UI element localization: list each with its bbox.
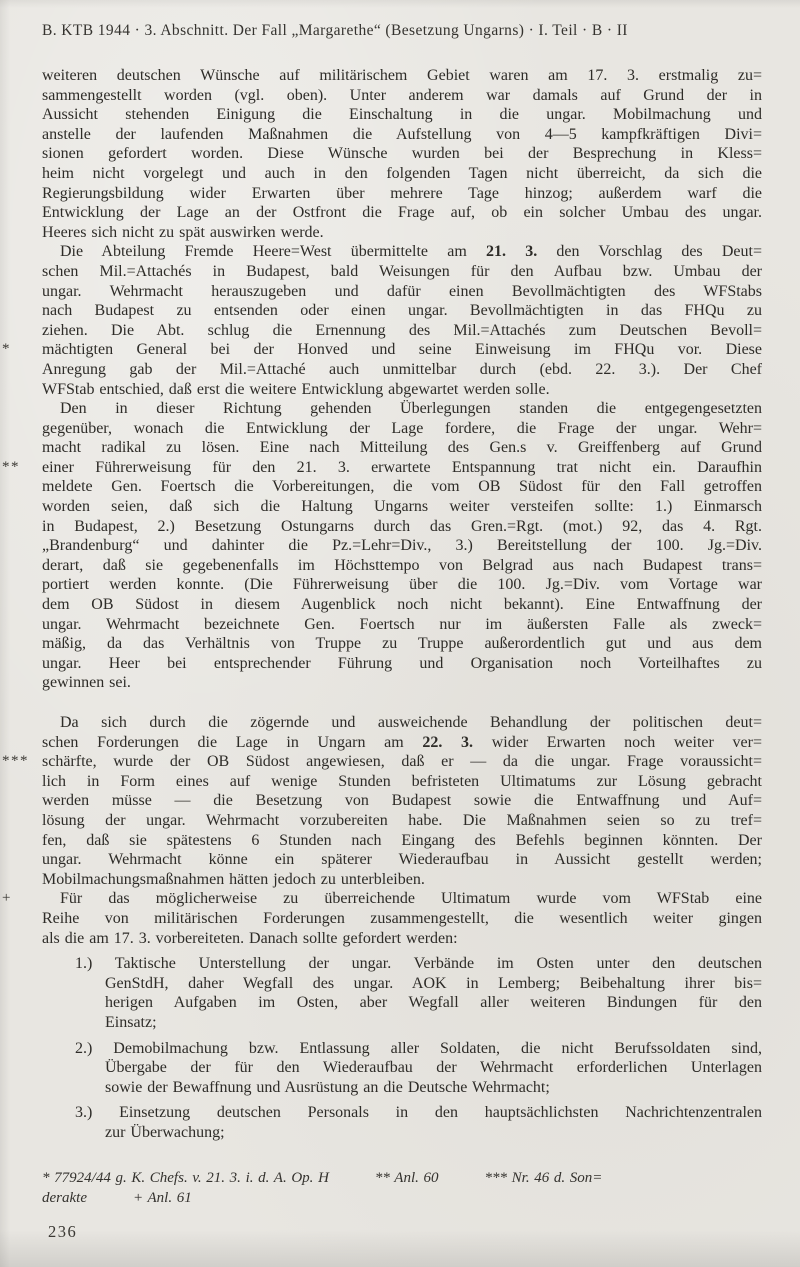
- text-segment: Heeres sich nicht zu spät auswirken werde.: [42, 223, 324, 241]
- text-line: [42, 673, 762, 693]
- text-line: [42, 1103, 762, 1123]
- text-segment: als die am 17. 3. vorbereiteten. Danach sollte gefordert werden:: [42, 929, 458, 947]
- text-segment: GenStdH, daher Wegfall des ungar. AOK in Lemberg; Beibehaltung ihrer bis=: [105, 974, 762, 992]
- text-segment: herigen Aufgaben im Osten, aber Wegfall aller weiteren Bindungen für den: [105, 994, 762, 1012]
- text-segment: ** Anl. 60: [374, 1170, 439, 1187]
- text-segment: fen, daß sie spätestens 6 Stunden nach Eingang des Befehls beginnen könnten. Der: [42, 831, 762, 849]
- text-line: [42, 974, 762, 994]
- text-segment: wider Erwarten noch weiter ver=: [473, 733, 762, 751]
- text-line: [42, 733, 762, 753]
- text-line: [42, 870, 762, 890]
- text-segment: 1.) Taktische Unterstellung der ungar. Verbände im Osten unter den deutschen: [75, 955, 762, 973]
- text-line: [42, 1188, 762, 1208]
- text-segment: einer Führerweisung für den 21. 3. erwartete Entspannung trat nicht ein. Daraufhin: [42, 458, 762, 476]
- paragraph: [42, 66, 762, 242]
- text-line: [42, 1168, 762, 1188]
- text-segment: heim nicht vorgelegt und auch in den folgenden Tagen nicht überreicht, da sich die: [42, 164, 762, 182]
- text-segment: * 77924/44 g. K. Chefs. v. 21. 3. i. d. A. Op. H: [42, 1170, 329, 1187]
- text-line: [2, 889, 762, 909]
- text-segment: schen Forderungen die Lage in Ungarn am: [42, 733, 423, 751]
- margin-mark: *: [2, 341, 11, 358]
- text-segment: schen Mil.=Attachés in Budapest, bald Weisungen für den Aufbau bzw. Umbau der: [42, 262, 762, 280]
- text-segment: meldete Gen. Foertsch die Vorbereitungen, die vom OB Südost für den Fall getroffen: [42, 478, 762, 496]
- text-line: [42, 556, 762, 576]
- text-line: [42, 282, 762, 302]
- text-segment: dem OB Südost in diesem Augenblick noch nicht bekannt). Eine Entwaffnung der: [42, 596, 762, 614]
- text-segment: WFStab entschied, daß erst die weitere Entwicklung abgewartet werden solle.: [42, 380, 550, 398]
- text-segment: sionen gefordert worden. Diese Wünsche wurden bei der Besprechung in Kless=: [42, 145, 762, 163]
- text-segment: Die Abteilung Fremde Heere=West übermittelte am: [60, 243, 486, 261]
- text-line: [42, 144, 762, 164]
- text-line: [42, 301, 762, 321]
- list-item: [42, 1039, 762, 1098]
- text-line: [42, 105, 762, 125]
- text-segment: 3.) Einsetzung deutschen Personals in den hauptsächlichsten Nachrichtenzentralen: [75, 1104, 762, 1122]
- text-segment: werden müsse — die Besetzung von Budapest sowie die Entwaffnung und Auf=: [42, 792, 762, 810]
- text-segment: derart, daß sie gegebenenfalls im Höchsttempo von Belgrad aus nach Budapest trans=: [42, 556, 762, 574]
- text-line: [42, 223, 762, 243]
- margin-mark: **: [2, 458, 20, 475]
- text-segment: Regierungsbildung wider Erwarten über mehrere Tage hinzog; außerdem warf die: [42, 184, 762, 202]
- page-body: [2, 66, 762, 1208]
- text-segment: Einsatz;: [105, 1013, 157, 1031]
- text-segment: + Anl. 61: [132, 1190, 192, 1207]
- text-segment: *** Nr. 46 d. Son=: [484, 1170, 603, 1187]
- text-line: [42, 595, 762, 615]
- text-line: [42, 517, 762, 537]
- text-line: [42, 125, 762, 145]
- text-line: [42, 203, 762, 223]
- text-segment: in Budapest, 2.) Besetzung Ostungarns durch das Gren.=Rgt. (mot.) 92, das 4. Rgt.: [42, 517, 762, 535]
- text-line: [42, 654, 762, 674]
- text-segment: den Vorschlag des Deut=: [537, 243, 762, 261]
- footnote: [42, 1168, 762, 1208]
- text-line: [42, 1039, 762, 1059]
- text-line: [42, 909, 762, 929]
- text-line: [42, 477, 762, 497]
- text-line: [42, 321, 762, 341]
- text-line: [42, 575, 762, 595]
- text-segment: macht radikal zu lösen. Eine nach Mitteilung des Gen.s v. Greiffenberg auf Grund: [42, 439, 762, 457]
- text-segment: Da sich durch die zögernde und ausweichende Behandlung der politischen deut=: [60, 714, 762, 731]
- text-segment: nach Budapest zu entsenden oder einen ungar. Bevollmächtigten in das FHQu zu: [42, 302, 762, 320]
- text-line: [42, 380, 762, 400]
- list-item: [42, 1103, 762, 1142]
- page-header: B. KTB 1944 · 3. Abschnitt. Der Fall „Margarethe“ (Besetzung Ungarns) · I. Teil · B · II: [42, 22, 628, 39]
- text-line: [42, 772, 762, 792]
- text-segment: worden seien, daß sich die Haltung Ungarns weiter versteifen sollte: 1.) Einmarsch: [42, 498, 762, 516]
- text-segment: derakte: [42, 1190, 87, 1207]
- text-line: [42, 86, 762, 106]
- text-line: [42, 993, 762, 1013]
- text-line: [42, 1078, 762, 1098]
- paragraph: [2, 713, 762, 889]
- text-segment: gewinnen sei.: [42, 674, 131, 692]
- text-line: [42, 1123, 762, 1143]
- text-segment: Den in dieser Richtung gehenden Überlegungen standen die entgegengesetzten: [60, 400, 762, 418]
- text-segment: Reihe von militärischen Forderungen zusammengestellt, die wesentlich weiter gingen: [42, 909, 762, 927]
- text-segment: Für das möglicherweise zu überreichende Ultimatum wurde vom WFStab eine: [60, 890, 762, 908]
- text-line: [42, 615, 762, 635]
- text-line: [42, 713, 762, 733]
- text-segment: 21. 3.: [485, 243, 538, 261]
- text-line: [42, 929, 762, 949]
- text-line: [42, 536, 762, 556]
- text-segment: Mobilmachungsmaßnahmen hätten jedoch zu unterbleiben.: [42, 870, 425, 888]
- text-segment: sammengestellt worden (vgl. oben). Unter anderem war damals auf Grund der in: [42, 86, 762, 104]
- text-segment: Anregung gab der Mil.=Attaché auch unmittelbar durch (ebd. 22. 3.). Der Chef: [42, 360, 762, 378]
- text-line: [42, 184, 762, 204]
- text-segment: mäßig, da das Verhältnis von Truppe zu Truppe außerordentlich gut und aus dem: [42, 635, 762, 653]
- text-line: [2, 340, 762, 360]
- text-line: [42, 1013, 762, 1033]
- margin-mark: +: [2, 890, 12, 907]
- text-segment: 22. 3.: [422, 733, 474, 751]
- list-item: [42, 954, 762, 1032]
- text-line: [2, 458, 762, 478]
- text-segment: Entwicklung der Lage an der Ostfront die Frage auf, ob ein solcher Umbau des ungar.: [42, 204, 762, 222]
- text-line: [42, 262, 762, 282]
- text-segment: schärfte, wurde der OB Südost angewiesen, daß er — da die ungar. Frage voraussicht=: [42, 753, 762, 771]
- page-number: 236: [48, 1222, 78, 1241]
- text-segment: 2.) Demobilmachung bzw. Entlassung aller Soldaten, die nicht Berufssoldaten sind,: [75, 1039, 762, 1057]
- text-segment: zur Überwachung;: [105, 1123, 225, 1141]
- text-segment: „Brandenburg“ und dahinter die Pz.=Lehr=Div., 3.) Bereitstellung der 100. Jg.=Div.: [42, 537, 762, 555]
- text-line: [42, 242, 762, 262]
- text-segment: Übergabe der für den Wiederaufbau der Wehrmacht erforderlichen Unterlagen: [105, 1059, 762, 1077]
- text-segment: ungar. Wehrmacht bezeichnete Gen. Foertsch nur im äußersten Falle als zweck=: [42, 615, 762, 633]
- paragraph: [2, 889, 762, 948]
- text-segment: ungar. Wehrmacht könne ein späterer Wiederaufbau in Aussicht gestellt werden;: [42, 851, 762, 869]
- text-line: [42, 360, 762, 380]
- text-segment: portiert werden konnte. (Die Führerweisung über die 100. Jg.=Div. vom Vortage war: [42, 576, 762, 594]
- text-segment: ungar. Wehrmacht herauszugeben und dafür einen Bevollmächtigten des WFStabs: [42, 282, 762, 300]
- text-line: [42, 634, 762, 654]
- text-line: [42, 811, 762, 831]
- text-line: [42, 1058, 762, 1078]
- text-line: [42, 954, 762, 974]
- text-line: [42, 791, 762, 811]
- text-segment: sowie der Bewaffnung und Ausrüstung an die Deutsche Wehrmacht;: [105, 1078, 550, 1096]
- text-line: [42, 164, 762, 184]
- text-segment: weiteren deutschen Wünsche auf militärischem Gebiet waren am 17. 3. erstmalig zu=: [42, 67, 762, 84]
- paragraph: [2, 242, 762, 399]
- text-segment: lich in Form eines auf wenige Stunden befristeten Ultimatums zur Lösung gebracht: [42, 772, 762, 790]
- text-segment: gegenüber, wonach die Entwicklung der Lage fordere, die Frage der ungar. Wehr=: [42, 419, 762, 437]
- paragraph: [2, 399, 762, 693]
- text-segment: lösung der ungar. Wehrmacht vorzubereiten habe. Die Maßnahmen seien so zu tref=: [42, 811, 762, 829]
- text-segment: mächtigten General bei der Honved und seine Einweisung im FHQu vor. Diese: [42, 341, 762, 359]
- text-line: [42, 497, 762, 517]
- text-line: [42, 419, 762, 439]
- text-line: [42, 66, 762, 86]
- text-line: [2, 752, 762, 772]
- text-segment: Aussicht stehenden Einigung die Einschaltung in die ungar. Mobilmachung und: [42, 106, 762, 124]
- text-line: [42, 850, 762, 870]
- text-line: [42, 831, 762, 851]
- text-line: [42, 438, 762, 458]
- text-segment: ungar. Heer bei entsprechender Führung und Organisation noch Vorteilhaftes zu: [42, 654, 762, 672]
- text-segment: ziehen. Die Abt. schlug die Ernennung des Mil.=Attachés zum Deutschen Bevoll=: [42, 321, 762, 339]
- text-line: [42, 399, 762, 419]
- margin-mark: ***: [2, 753, 29, 770]
- text-segment: anstelle der laufenden Maßnahmen die Aufstellung von 4—5 kampfkräftigen Divi=: [42, 125, 762, 143]
